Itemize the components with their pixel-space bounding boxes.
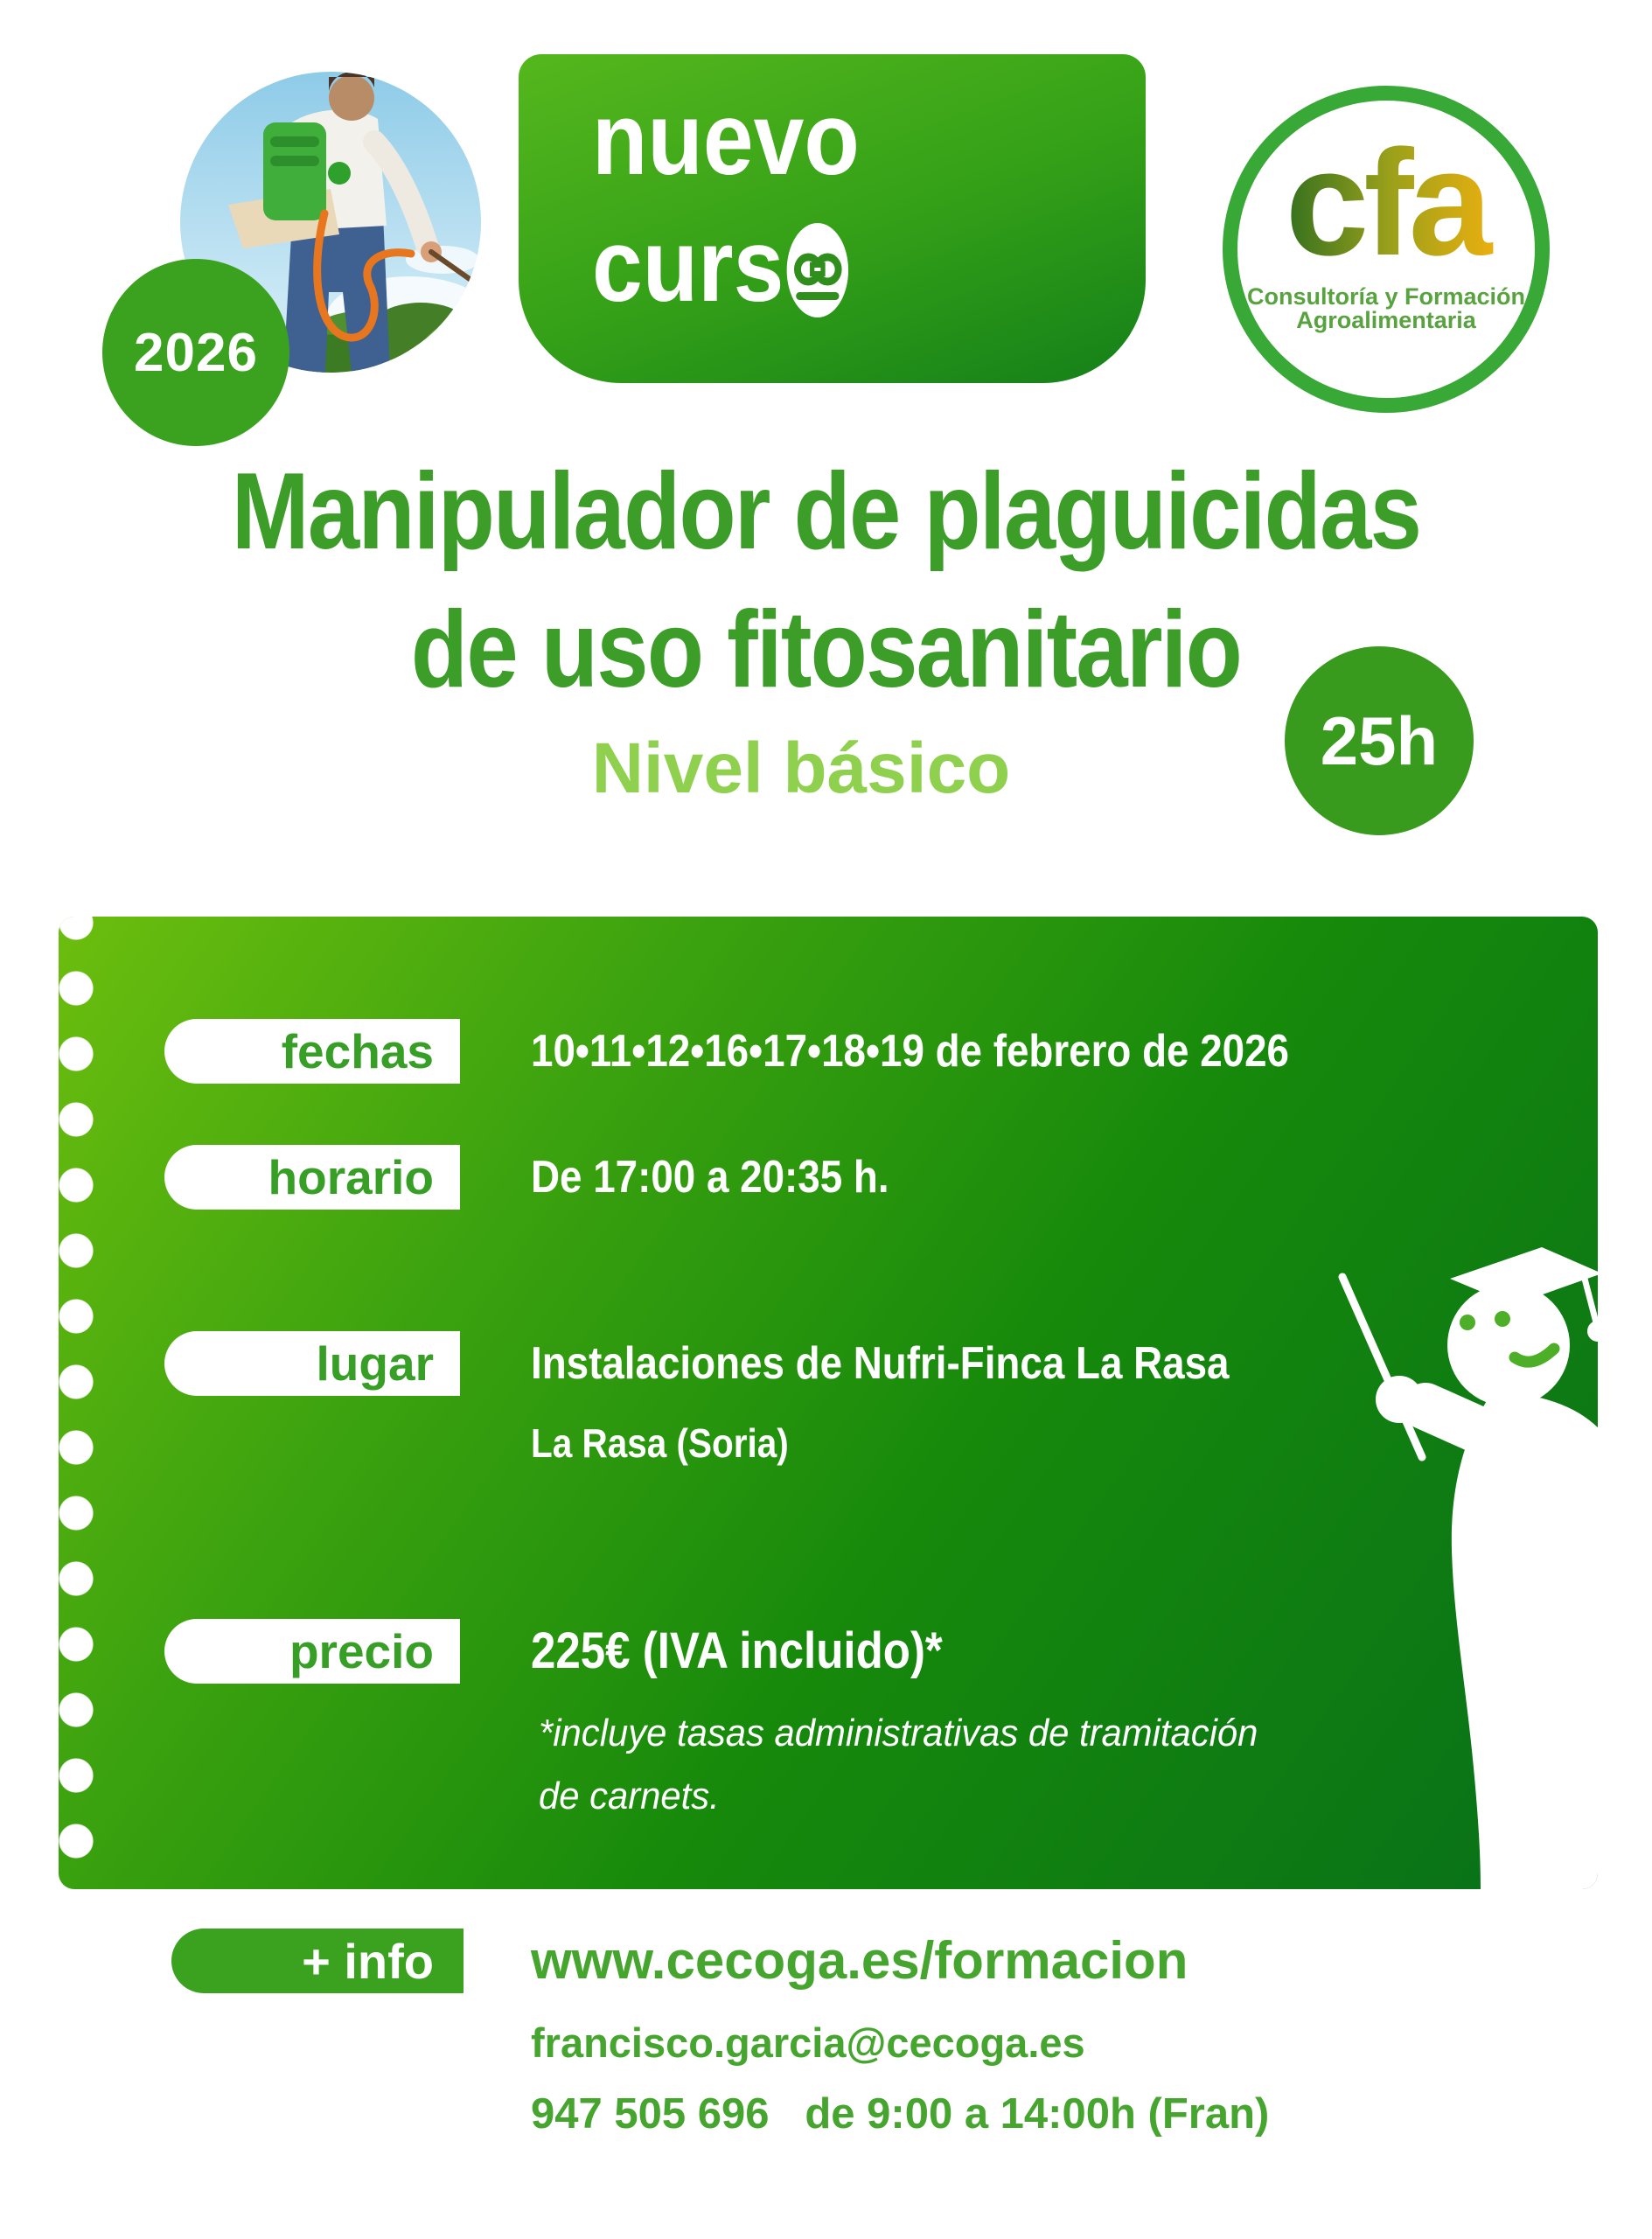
website-text: www.cecoga.es/formacion <box>531 1931 1188 1990</box>
banner-text <box>592 79 896 327</box>
level-subtitle: Nivel básico <box>591 729 1011 808</box>
horario-value: De 17:00 a 20:35 h. <box>531 1152 889 1203</box>
horario-label-pill <box>164 1145 460 1210</box>
info-label: + info <box>302 1933 434 1989</box>
lugar-label: lugar <box>316 1336 434 1391</box>
notebook-holes <box>59 917 164 1889</box>
year-badge-label: 2026 <box>134 322 258 383</box>
precio-note-line2: de carnets. <box>539 1775 720 1817</box>
cfa-acronym <box>1242 116 1530 282</box>
precio-note-line1: *incluye tasas administrativas de tramitación <box>539 1712 1258 1754</box>
lugar-label-pill <box>164 1331 460 1396</box>
year-badge <box>102 259 289 446</box>
banner-line1: nuevo <box>592 81 860 197</box>
cecoga-emblem-icon <box>787 223 848 317</box>
fechas-label-pill <box>164 1019 460 1084</box>
title-line2: de uso fitosanitario <box>410 589 1242 710</box>
fechas-label: fechas <box>281 1024 434 1078</box>
phone-text: 947 505 696 de 9:00 a 14:00h (Fran) <box>531 2090 1270 2138</box>
banner-line2-text: curs <box>592 208 784 324</box>
svg-text:cfa: cfa <box>1285 119 1488 282</box>
title-line1: Manipulador de plaguicidas <box>231 451 1421 572</box>
graduate-mascot-icon <box>1294 1224 1598 1889</box>
hours-badge-label: 25h <box>1320 701 1439 779</box>
cfa-logo <box>1223 86 1550 413</box>
precio-label-pill <box>164 1619 460 1684</box>
precio-value: 225€ (IVA incluido)* <box>531 1622 943 1679</box>
precio-label: precio <box>289 1624 434 1678</box>
banner-line2 <box>592 206 860 327</box>
email-text: francisco.garcia@cecoga.es <box>531 2019 1085 2066</box>
cfa-subtitle-line1: Consultoría y Formación <box>1246 283 1526 310</box>
info-label-pill <box>171 1929 464 1993</box>
details-panel <box>59 917 1598 1889</box>
new-course-banner <box>519 54 1146 383</box>
fechas-value: 10•11•12•16•17•18•19 de febrero de 2026 <box>531 1026 1290 1077</box>
lugar-value-line2: La Rasa (Soria) <box>531 1420 789 1466</box>
cfa-subtitle-line2: Agroalimentaria <box>1296 307 1476 333</box>
lugar-value-line1: Instalaciones de Nufri-Finca La Rasa <box>531 1338 1230 1389</box>
horario-label: horario <box>268 1150 434 1204</box>
hours-badge <box>1285 646 1474 835</box>
